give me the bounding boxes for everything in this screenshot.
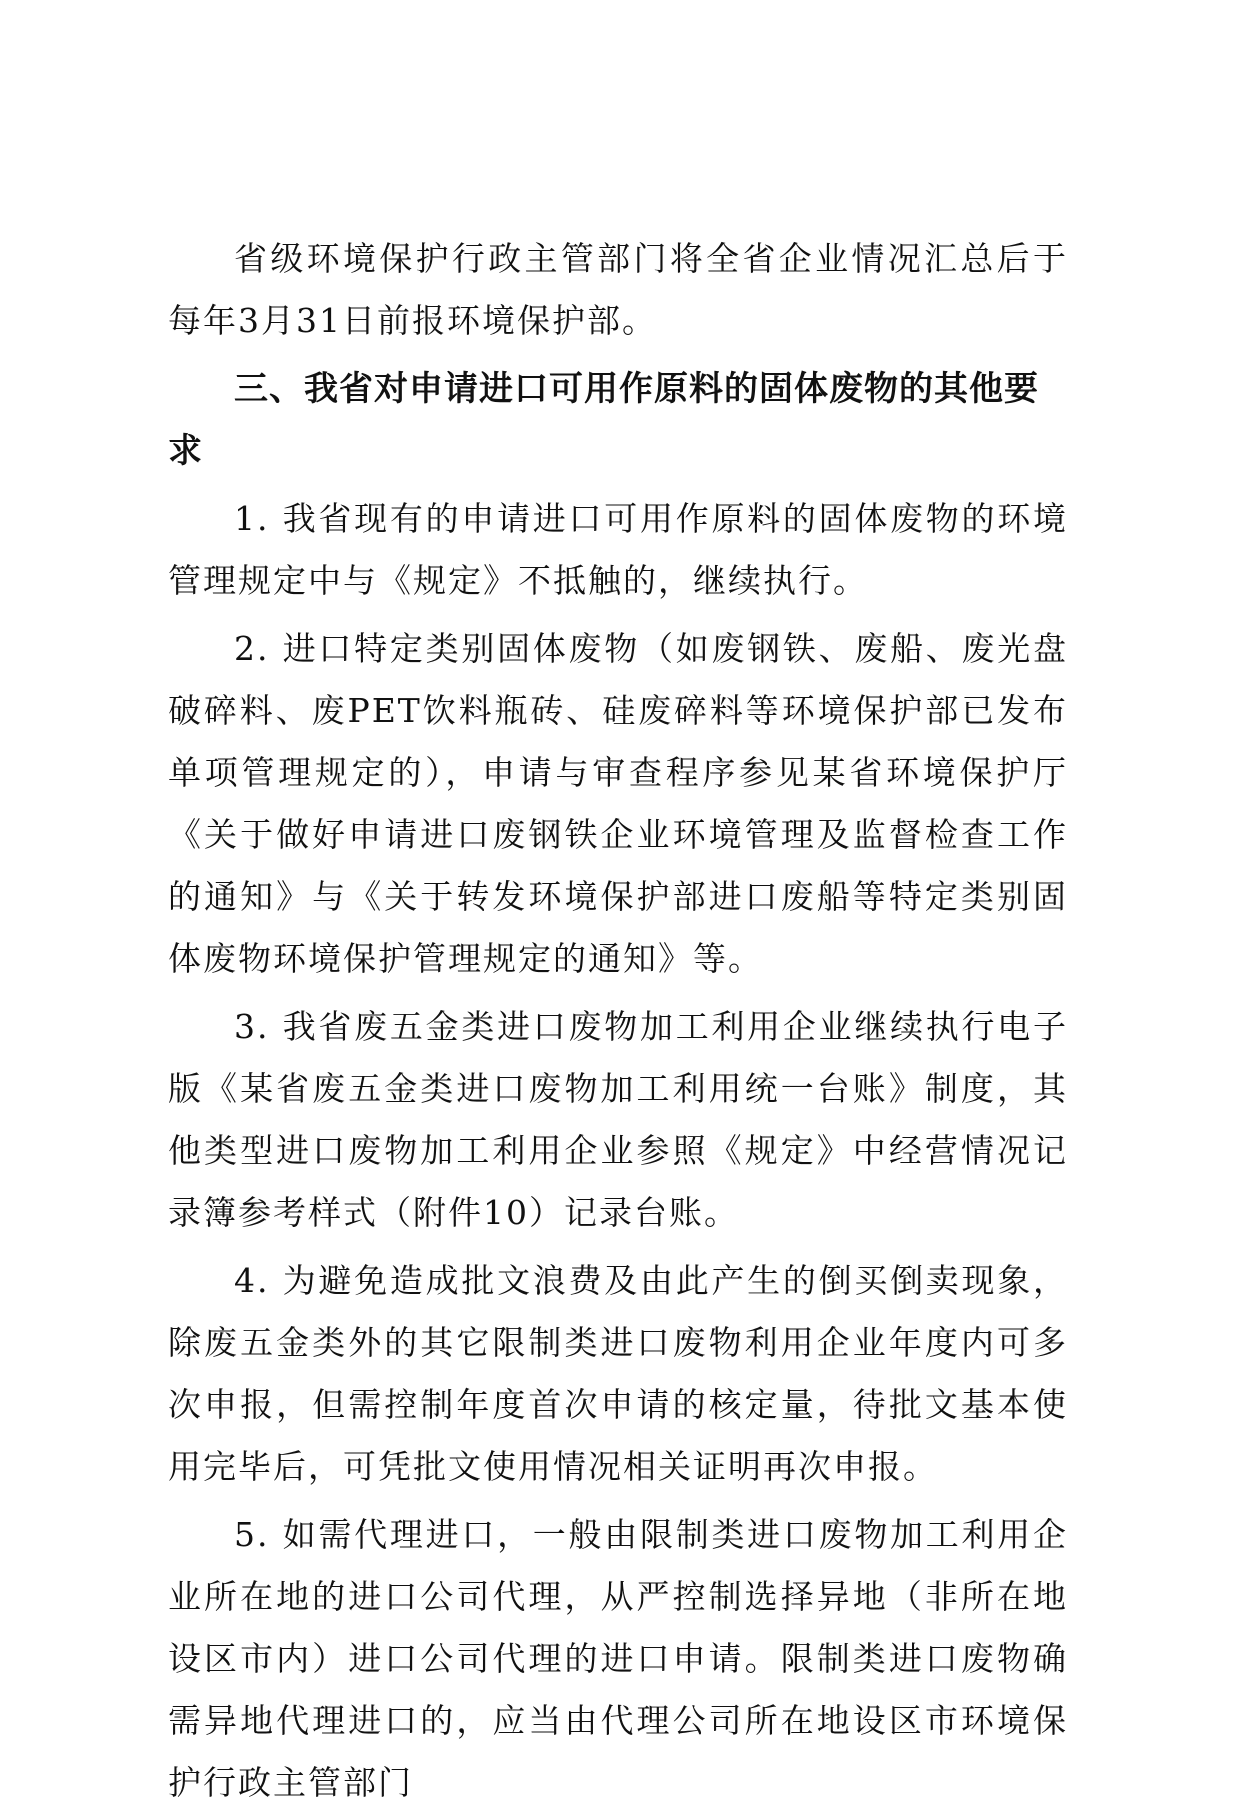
paragraph-item-4: 4. 为避免造成批文浪费及由此产生的倒买倒卖现象，除废五金类外的其它限制类进口废物利用企业年度内可多次申报，但需控制年度首次申请的核定量，待批文基本使用完毕后，可凭批文使用情况相关证明再次申报。: [168, 1261, 1068, 1486]
section-heading-other-requirements: 三、我省对申请进口可用作原料的固体废物的其他要求: [168, 369, 1039, 471]
paragraph-item-1: 1. 我省现有的申请进口可用作原料的固体废物的环境管理规定中与《规定》不抵触的，继续执行。: [168, 499, 1068, 600]
paragraph-item-2: 2. 进口特定类别固体废物（如废钢铁、废船、废光盘破碎料、废PET饮料瓶砖、硅废碎料等环境保护部已发布单项管理规定的），申请与审查程序参见某省环境保护厅《关于做好申请进口废钢铁企业环境管理及监督检查工作的通知》与《关于转发环境保护部进口废船等特定类别固体废物环境保护管理规定的通知》等。: [168, 629, 1068, 978]
document-body: [168, 228, 1068, 1820]
paragraph-item-3: 3. 我省废五金类进口废物加工利用企业继续执行电子版《某省废五金类进口废物加工利用统一台账》制度，其他类型进口废物加工利用企业参照《规定》中经营情况记录簿参考样式（附件10）记录台账。: [168, 1007, 1068, 1232]
paragraph-item-5: 5. 如需代理进口，一般由限制类进口废物加工利用企业所在地的进口公司代理，从严控制选择异地（非所在地设区市内）进口公司代理的进口申请。限制类进口废物确需异地代理进口的，应当由代理公司所在地设区市环境保护行政主管部门: [168, 1515, 1068, 1802]
paragraph-report-deadline: 省级环境保护行政主管部门将全省企业情况汇总后于每年3月31日前报环境保护部。: [168, 239, 1068, 340]
